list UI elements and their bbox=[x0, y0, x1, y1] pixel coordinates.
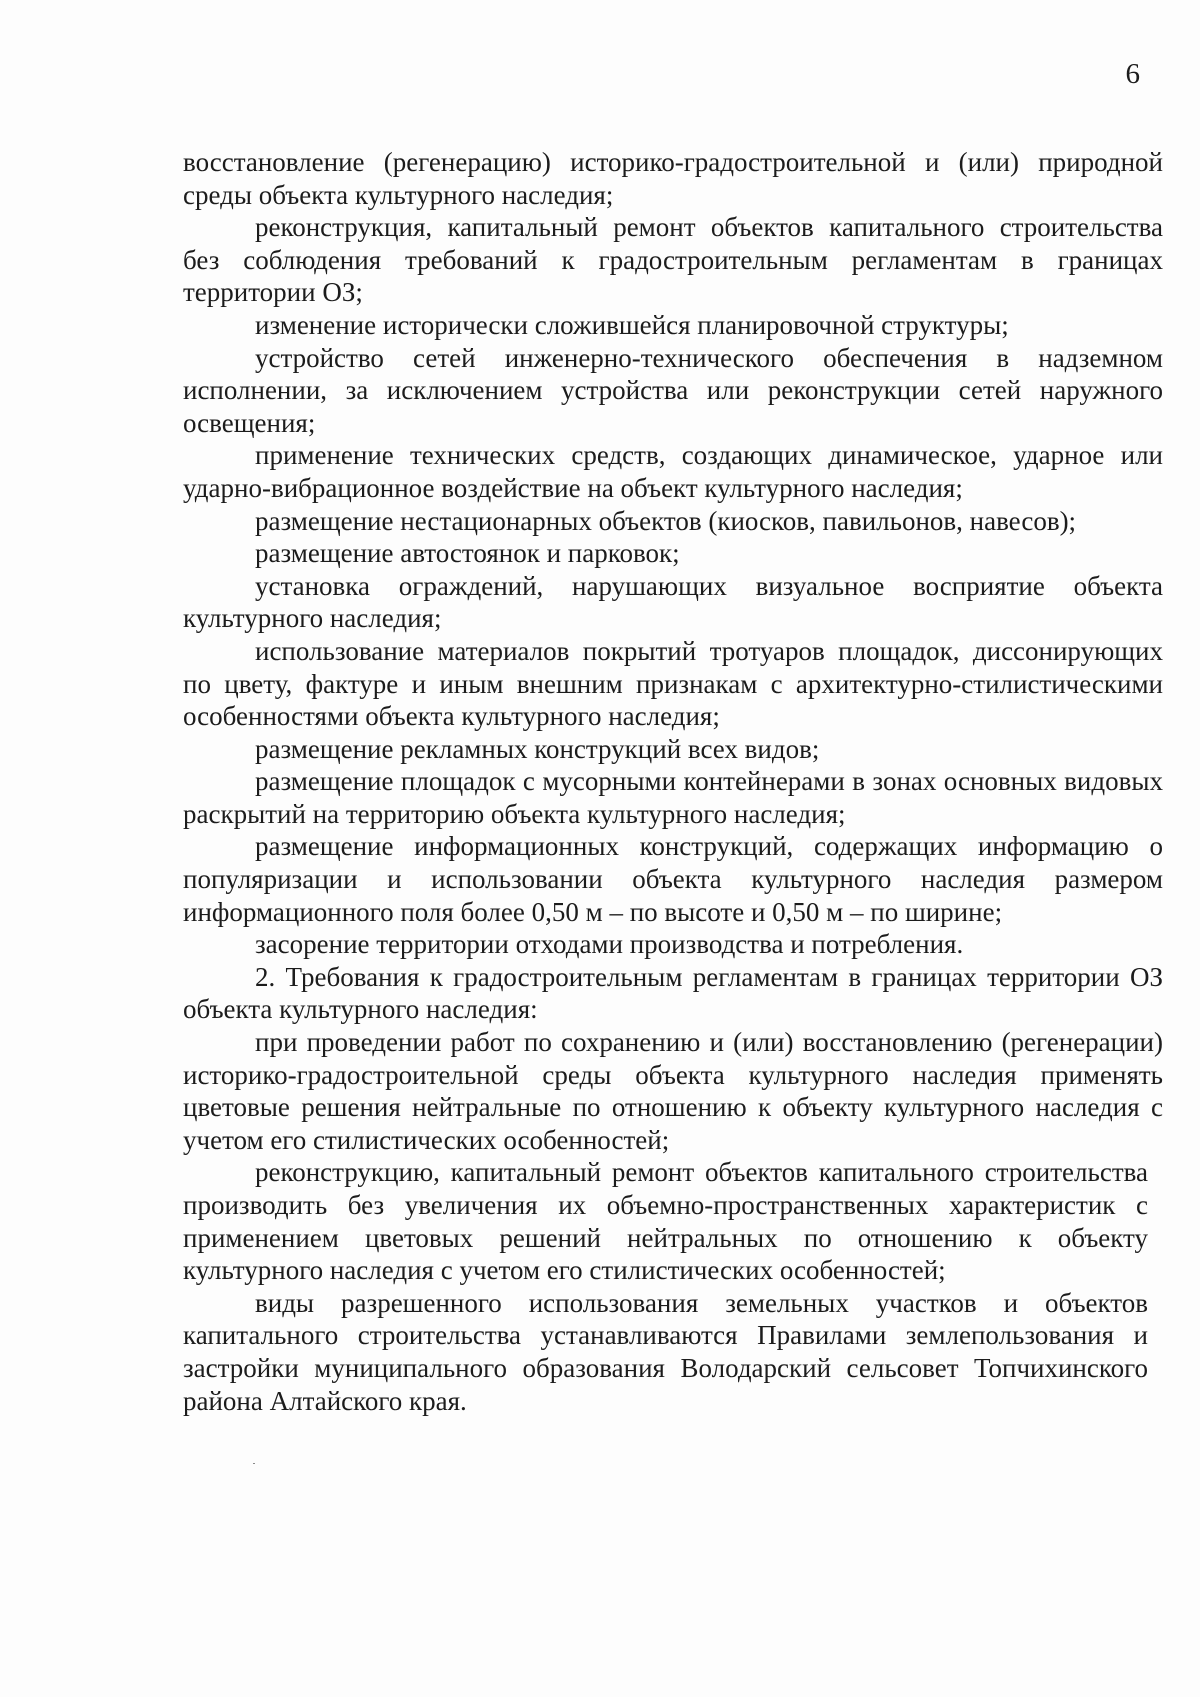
paragraph-waste-containers: размещение площадок с мусорными контейнерами в зонах основных видовых раскрытий на территорию объекта культурного наследия; bbox=[183, 766, 1163, 829]
paragraph-engineering-networks: устройство сетей инженерно-технического обеспечения в надземном исполнении, за исключением устройства или реконструкции сетей наружного освещения; bbox=[183, 342, 1163, 438]
page-number: 6 bbox=[1125, 58, 1140, 90]
paragraph-advertising: размещение рекламных конструкций всех видов; bbox=[255, 733, 820, 764]
paragraph-parking: размещение автостоянок и парковок; bbox=[255, 538, 680, 569]
paragraph-technical-means: применение технических средств, создающих динамическое, ударное или ударно-вибрационное воздействие на объект культурного наследия; bbox=[183, 440, 1163, 503]
paragraph-reconstruction-rules: реконструкцию, капитальный ремонт объектов капитального строительства производить без увеличения их объемно-пространственных характеристик с применением цветовых решений нейтральных по отношению к объекту культурного наследия с учетом его стилистических особенностей; bbox=[183, 1157, 1148, 1286]
paragraph-pavement-materials: использование материалов покрытий тротуаров площадок, диссонирующих по цвету, фактуре и иным внешним признакам с архитектурно-стилистическими особенностями объекта культурного наследия; bbox=[183, 635, 1163, 732]
paragraph-fences: установка ограждений, нарушающих визуальное восприятие объекта культурного наследия; bbox=[183, 570, 1163, 634]
scan-speck bbox=[253, 1463, 255, 1464]
paragraph-reconstruction-ban: реконструкция, капитальный ремонт объектов капитального строительства без соблюдения требований к градостроительным регламентам в границах территории ОЗ; bbox=[183, 212, 1163, 308]
paragraph-permitted-use: виды разрешенного использования земельных участков и объектов капитального строительства устанавливаются Правилами землепользования и застройки муниципального образования Володарский сельсовет Топчихинского района Алтайского края. bbox=[183, 1287, 1148, 1416]
paragraph-littering: засорение территории отходами производства и потребления. bbox=[255, 929, 964, 960]
paragraph-restoration: восстановление (регенерацию) историко-градостроительной и (или) природной среды объекта культурного наследия; bbox=[183, 147, 1163, 210]
paragraph-non-stationary-objects: размещение нестационарных объектов (киосков, павильонов, навесов); bbox=[255, 505, 1077, 536]
paragraph-planning-structure: изменение исторически сложившейся планировочной структуры; bbox=[255, 309, 1009, 340]
paragraph-color-solutions: при проведении работ по сохранению и (или) восстановлению (регенерации) историко-градостроительной среды объекта культурного наследия применять цветовые решения нейтральные по отношению к объекту культурного наследия с учетом его стилистических особенностей; bbox=[183, 1027, 1163, 1155]
document-body bbox=[183, 146, 1163, 1417]
section-heading-requirements: 2. Требования к градостроительным регламентам в границах территории ОЗ объекта культурного наследия: bbox=[183, 961, 1163, 1025]
paragraph-information-structures: размещение информационных конструкций, содержащих информацию о популяризации и использовании объекта культурного наследия размером информационного поля более 0,50 м – по высоте и 0,50 м – по ширине; bbox=[183, 831, 1163, 927]
